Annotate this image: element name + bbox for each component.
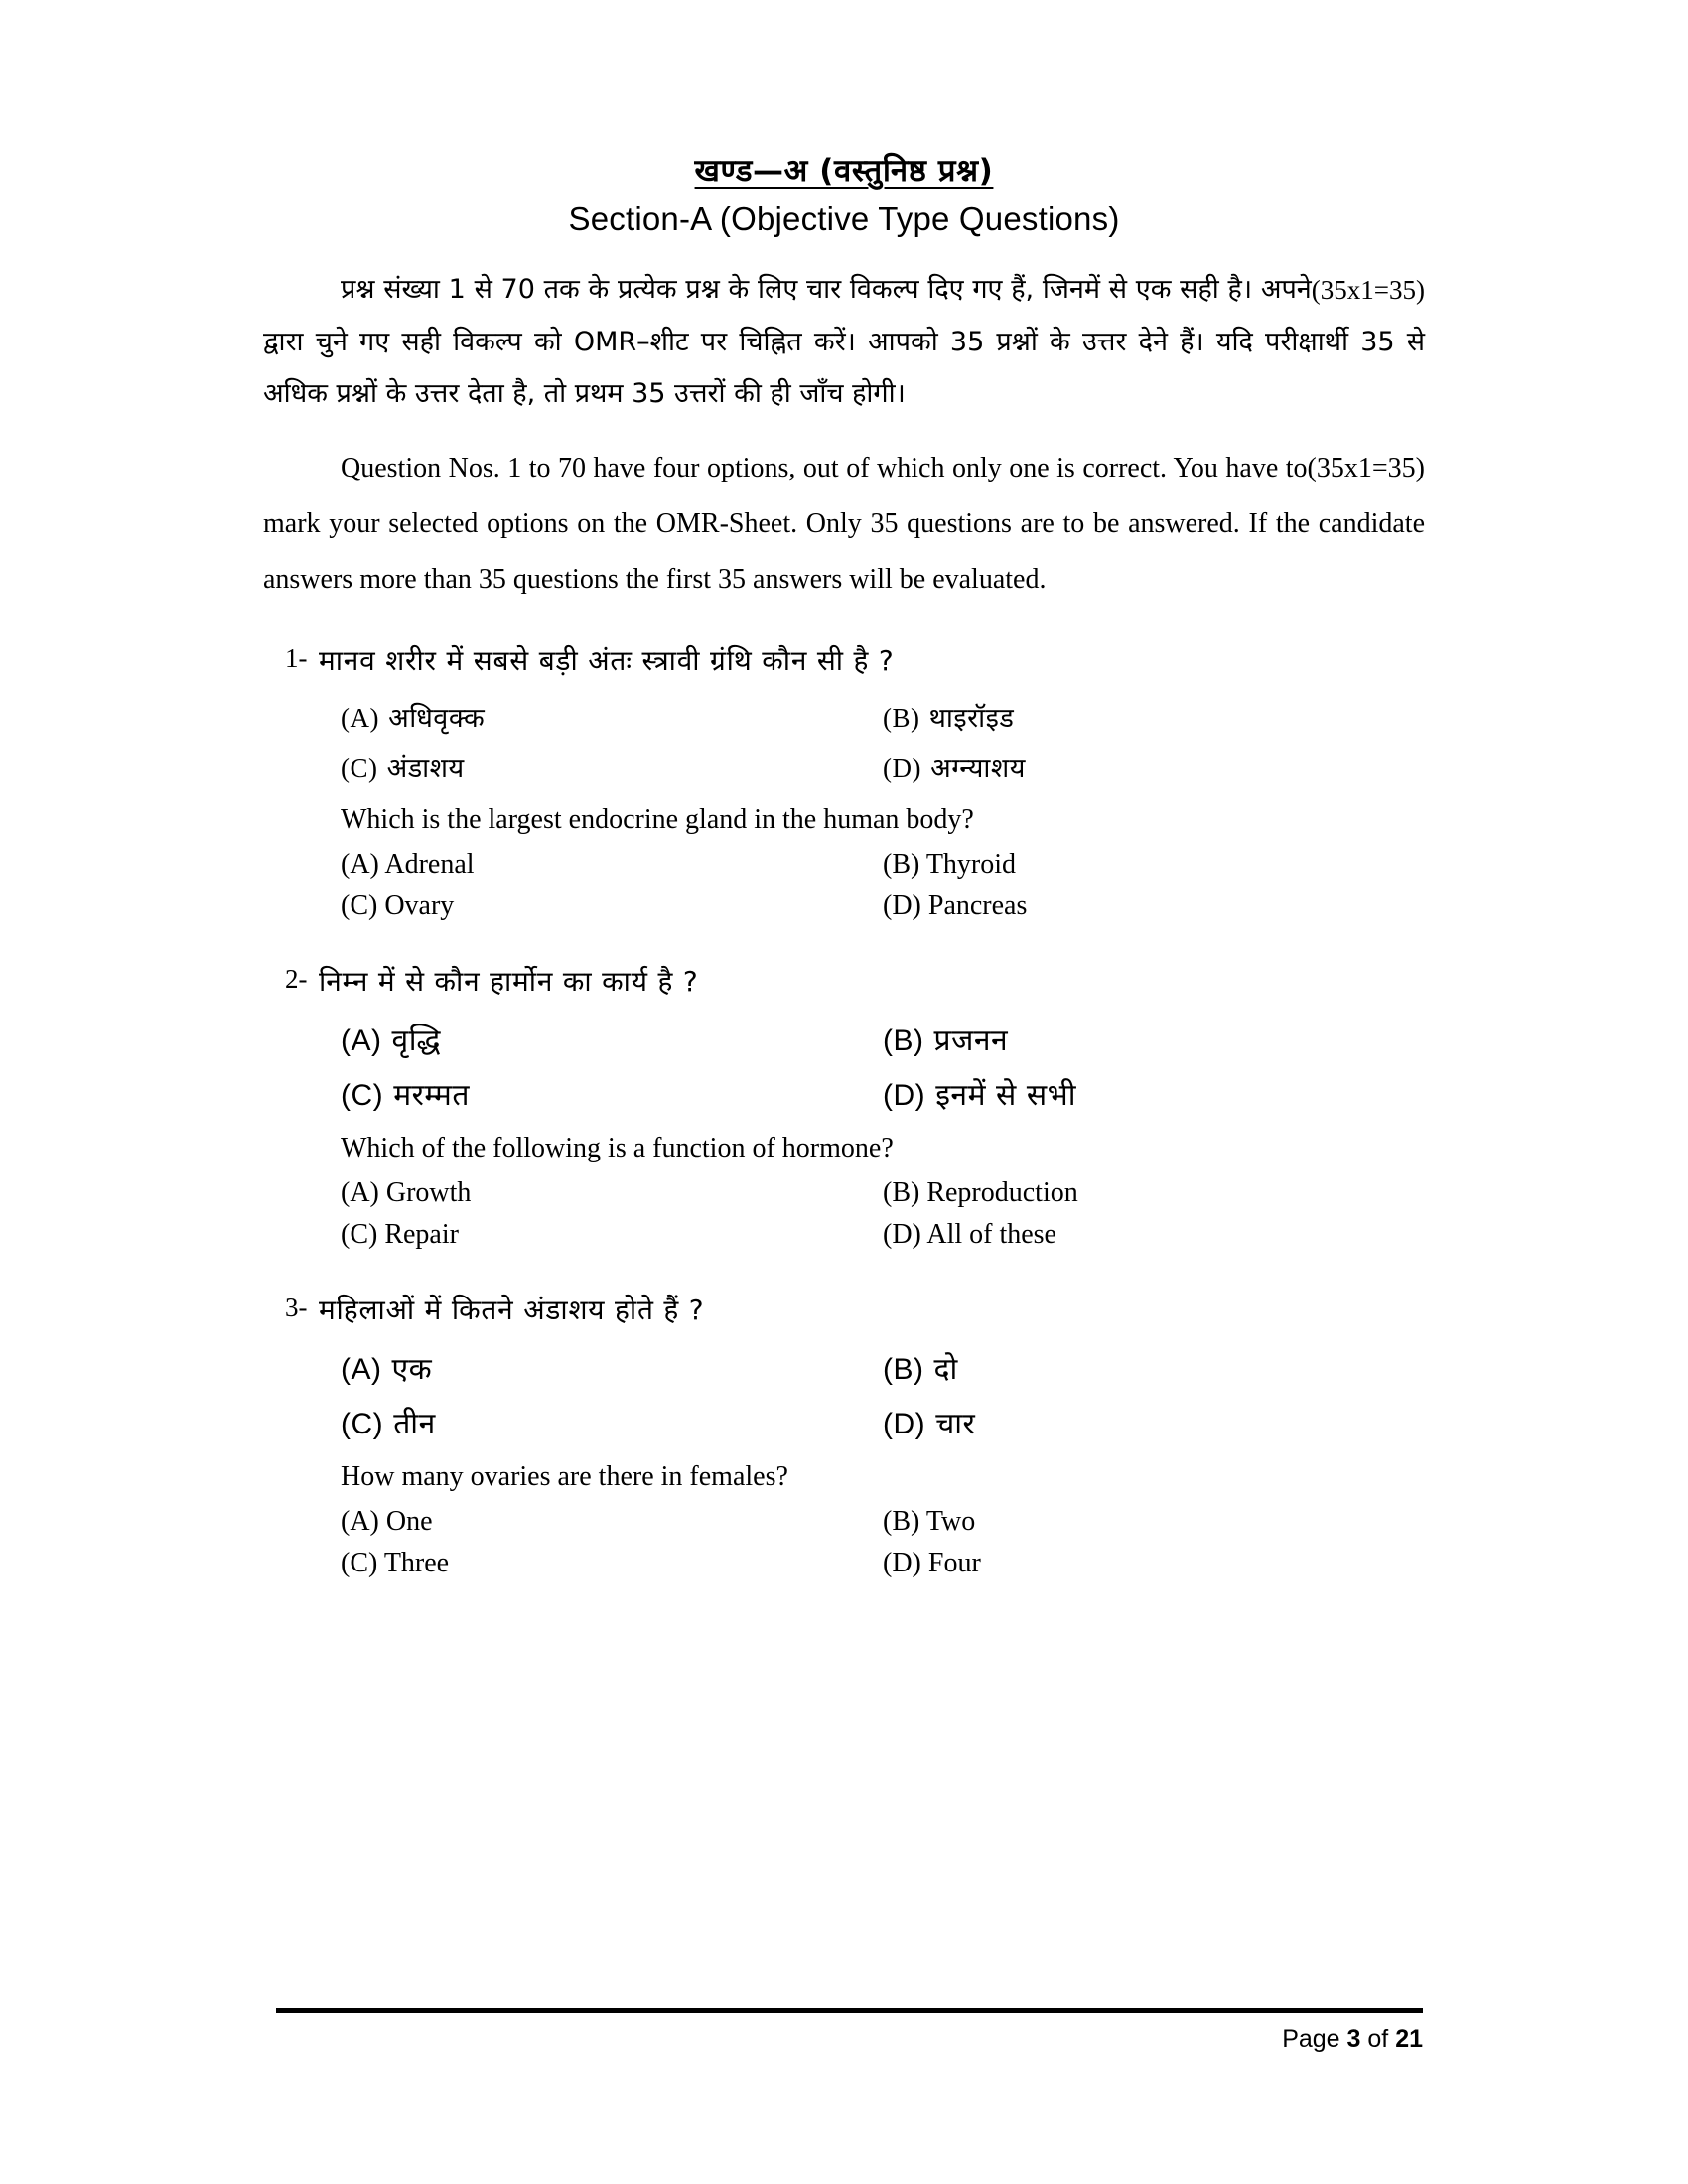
option-text-b: Reproduction	[926, 1177, 1078, 1209]
options-row-english	[263, 1219, 1425, 1251]
question-header	[263, 1291, 1425, 1329]
option-english-d[interactable]	[883, 890, 1425, 922]
instructions-english	[263, 441, 1425, 608]
option-text-d: अग्न्याशय	[930, 753, 1026, 785]
option-hindi-d[interactable]	[883, 1402, 1425, 1442]
option-text-d: इनमें से सभी	[935, 1078, 1077, 1114]
option-hindi-b[interactable]	[883, 1019, 1425, 1059]
section-heading-english: Section-A (Objective Type Questions)	[568, 201, 1120, 237]
question-text-english: Which of the following is a function of hormone?	[341, 1133, 894, 1164]
section-heading-hindi-text: खण्ड—अ (वस्तुनिष्ठ प्रश्न)	[694, 153, 994, 189]
option-text-a: Growth	[385, 1177, 472, 1209]
option-label-a: (A)	[341, 1506, 379, 1538]
option-label-a: (A)	[341, 849, 379, 881]
option-hindi-a[interactable]	[341, 698, 883, 735]
options-row-english	[263, 849, 1425, 881]
question-item	[263, 641, 1425, 922]
option-english-a[interactable]	[341, 1177, 883, 1209]
option-text-b: Two	[925, 1506, 976, 1538]
options-row-hindi	[263, 698, 1425, 735]
option-english-b[interactable]	[883, 1506, 1425, 1538]
options-row-english	[263, 890, 1425, 922]
question-text-english: Which is the largest endocrine gland in the human body?	[341, 804, 974, 836]
option-label-d: (D)	[883, 753, 921, 784]
option-text-a: वृद्धि	[391, 1024, 441, 1059]
option-english-a[interactable]	[341, 1506, 883, 1538]
question-number: 2-	[285, 964, 308, 995]
footer-page-total: 21	[1395, 2025, 1423, 2053]
option-text-d: चार	[935, 1407, 976, 1442]
option-text-b: Thyroid	[925, 849, 1017, 881]
option-text-c: Repair	[384, 1219, 459, 1251]
option-hindi-a[interactable]	[341, 1347, 883, 1388]
option-hindi-b[interactable]	[883, 698, 1425, 735]
options-row-english	[263, 1177, 1425, 1209]
option-text-c: अंडाशय	[386, 753, 465, 785]
option-label-d: (D)	[883, 890, 921, 922]
options-row-hindi	[263, 1402, 1425, 1442]
question-number: 3-	[285, 1293, 308, 1323]
option-label-b: (B)	[883, 1353, 924, 1387]
option-english-d[interactable]	[883, 1219, 1425, 1251]
instructions-hindi	[263, 264, 1425, 421]
option-label-b: (B)	[883, 703, 920, 734]
option-text-d: All of these	[926, 1219, 1056, 1251]
option-label-a: (A)	[341, 1024, 382, 1058]
option-label-c: (C)	[341, 1548, 378, 1579]
option-text-c: Ovary	[384, 890, 455, 922]
footer-page-number: 3	[1346, 2025, 1361, 2053]
option-hindi-a[interactable]	[341, 1019, 883, 1059]
option-label-c: (C)	[341, 1219, 378, 1251]
options-row-english	[263, 1548, 1425, 1579]
option-text-c: तीन	[393, 1407, 436, 1442]
question-text-hindi: निम्न में से कौन हार्मोन का कार्य है ?	[319, 965, 699, 999]
instructions-english-text: Question Nos. 1 to 70 have four options, out of which only one is correct. You have to mark your selected options on the OMR-Sheet. Only 35 questions are to be answered. If the candidate answers more than 35 questions the first 35 answers will be evaluated.	[263, 452, 1425, 595]
question-header	[263, 641, 1425, 680]
option-label-b: (B)	[883, 1177, 920, 1209]
options-row-hindi	[263, 1347, 1425, 1388]
option-english-b[interactable]	[883, 1177, 1425, 1209]
option-text-b: थाइरॉइड	[928, 703, 1015, 735]
footer-page-prefix: Page	[1282, 2025, 1347, 2053]
option-english-c[interactable]	[341, 1219, 883, 1251]
options-row-hindi	[263, 749, 1425, 785]
option-label-a: (A)	[341, 1353, 382, 1387]
instructions-hindi-marks: (35x1=35)	[1311, 275, 1425, 305]
option-label-d: (D)	[883, 1408, 926, 1441]
option-label-c: (C)	[341, 1079, 384, 1113]
option-label-c: (C)	[341, 753, 378, 784]
option-text-d: Four	[927, 1548, 981, 1579]
option-english-c[interactable]	[341, 890, 883, 922]
option-hindi-c[interactable]	[341, 1073, 883, 1114]
option-text-a: अधिवृक्क	[388, 703, 486, 735]
option-text-d: Pancreas	[927, 890, 1028, 922]
option-label-c: (C)	[341, 890, 378, 922]
question-number: 1-	[285, 642, 308, 673]
option-label-b: (B)	[883, 849, 920, 881]
option-hindi-d[interactable]	[883, 1073, 1425, 1114]
option-text-a: एक	[391, 1352, 433, 1388]
question-header	[263, 962, 1425, 1001]
footer-page-mid: of	[1360, 2025, 1396, 2053]
option-hindi-b[interactable]	[883, 1347, 1425, 1388]
question-text-english: How many ovaries are there in females?	[341, 1461, 788, 1493]
option-label-d: (D)	[883, 1548, 921, 1579]
option-label-b: (B)	[883, 1506, 920, 1538]
option-label-a: (A)	[341, 1177, 379, 1209]
option-text-c: Three	[383, 1548, 450, 1579]
instructions-hindi-text: प्रश्न संख्या 1 से 70 तक के प्रत्येक प्रश्न के लिए चार विकल्प दिए गए हैं, जिनमें से एक सही है। अपने द्वारा चुने गए सही विकल्प को OMR–शीट पर चिह्नित करें। आपको 35 प्रश्नों के उत्तर देने हैं। यदि परीक्षार्थी 35 से अधिक प्रश्नों के उत्तर देता है, तो प्रथम 35 उत्तरों की ही जाँच होगी।	[263, 274, 1425, 410]
question-list	[263, 641, 1425, 1580]
question-item	[263, 962, 1425, 1251]
option-hindi-c[interactable]	[341, 1402, 883, 1442]
footer-divider	[276, 2008, 1423, 2013]
option-english-a[interactable]	[341, 849, 883, 881]
option-hindi-c[interactable]	[341, 749, 883, 785]
option-english-b[interactable]	[883, 849, 1425, 881]
option-text-b: दो	[933, 1352, 958, 1388]
option-hindi-d[interactable]	[883, 749, 1425, 785]
option-label-a: (A)	[341, 703, 379, 734]
option-label-d: (D)	[883, 1079, 926, 1113]
option-label-b: (B)	[883, 1024, 924, 1058]
option-english-c[interactable]	[341, 1548, 883, 1579]
question-text-hindi: महिलाओं में कितने अंडाशय होते हैं ?	[319, 1294, 705, 1327]
options-row-hindi	[263, 1073, 1425, 1114]
option-text-a: Adrenal	[384, 849, 475, 881]
options-row-hindi	[263, 1019, 1425, 1059]
question-item	[263, 1291, 1425, 1579]
option-label-c: (C)	[341, 1408, 384, 1441]
option-english-d[interactable]	[883, 1548, 1425, 1579]
instructions-english-marks: (35x1=35)	[1307, 452, 1425, 483]
option-text-c: मरम्मत	[393, 1078, 470, 1114]
section-heading-hindi	[263, 149, 1425, 191]
question-text-hindi: मानव शरीर में सबसे बड़ी अंतः स्त्रावी ग्रंथि कौन सी है ?	[319, 643, 895, 677]
option-text-a: One	[385, 1506, 433, 1538]
page-footer	[276, 2025, 1423, 2054]
options-row-english	[263, 1506, 1425, 1538]
option-label-d: (D)	[883, 1219, 921, 1251]
option-text-b: प्रजनन	[933, 1024, 1009, 1059]
